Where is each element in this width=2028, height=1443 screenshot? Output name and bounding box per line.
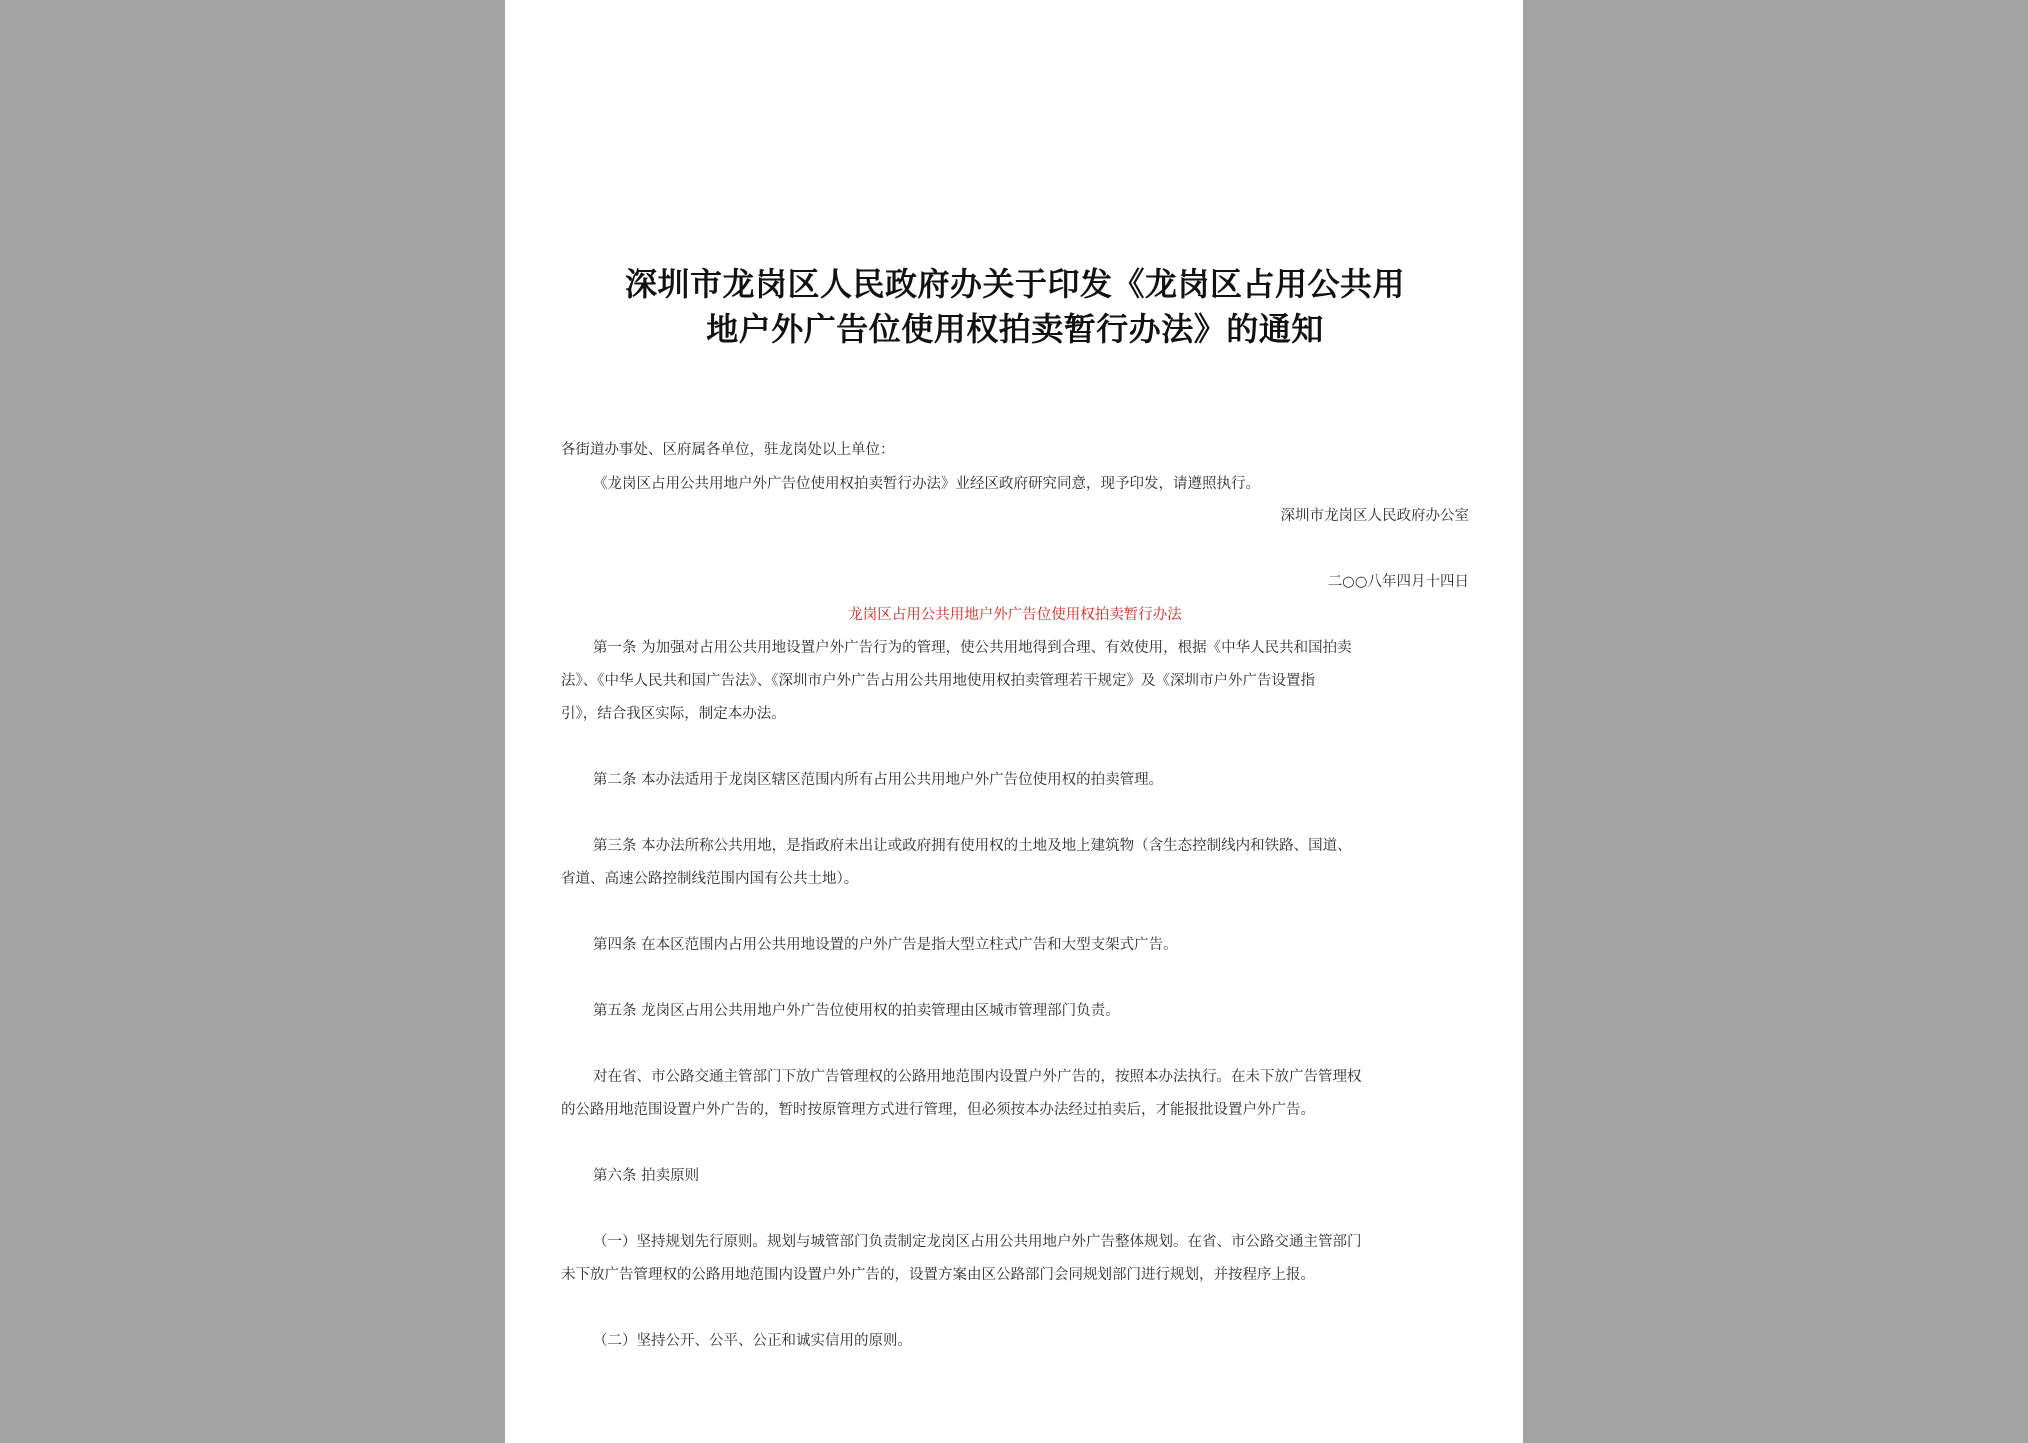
- article-1-line-3: 引》，结合我区实际，制定本办法。: [561, 706, 786, 722]
- article-4: 第四条 在本区范围内占用公共用地设置的户外广告是指大型立柱式广告和大型支架式广告。: [593, 937, 1178, 953]
- document-page: [505, 0, 1523, 1443]
- article-6-heading: 第六条 拍卖原则: [593, 1168, 700, 1184]
- article-1-line-2: 法》、《中华人民共和国广告法》、《深圳市户外广告占用公共用地使用权拍卖管理若干规定》及《深圳市户外广告设置指: [561, 673, 1315, 689]
- article-2: 第二条 本办法适用于龙岗区辖区范围内所有占用公共用地户外广告位使用权的拍卖管理。: [593, 772, 1164, 788]
- article-5-para-2-line-1: 对在省、市公路交通主管部门下放广告管理权的公路用地范围内设置户外广告的，按照本办法执行。在未下放广告管理权: [593, 1069, 1362, 1085]
- article-3-line-1: 第三条 本办法所称公共用地，是指政府未出让或政府拥有使用权的土地及地上建筑物（含生态控制线内和铁路、国道、: [593, 838, 1352, 854]
- title-line-1: 深圳市龙岗区人民政府办关于印发《龙岗区占用公共用: [624, 265, 1405, 303]
- article-6-item-1-line-1: （一）坚持规划先行原则。规划与城管部门负责制定龙岗区占用公共用地户外广告整体规划。在省、市公路交通主管部门: [593, 1234, 1362, 1250]
- intro-paragraph: 《龙岗区占用公共用地户外广告位使用权拍卖暂行办法》业经区政府研究同意，现予印发，请遵照执行。: [593, 476, 1260, 492]
- issue-date: 二○○八年四月十四日: [1327, 574, 1469, 590]
- article-5: 第五条 龙岗区占用公共用地户外广告位使用权的拍卖管理由区城市管理部门负责。: [593, 1003, 1120, 1019]
- article-1-line-1: 第一条 为加强对占用公共用地设置户外广告行为的管理，使公共用地得到合理、有效使用，根据《中华人民共和国拍卖: [593, 640, 1352, 656]
- salutation: 各街道办事处、区府属各单位，驻龙岗处以上单位：: [561, 442, 895, 458]
- article-3-line-2: 省道、高速公路控制线范围内国有公共土地）。: [561, 871, 859, 887]
- title-line-2: 地户外广告位使用权拍卖暂行办法》的通知: [706, 310, 1324, 348]
- article-5-para-2-line-2: 的公路用地范围设置户外广告的，暂时按原管理方式进行管理，但必须按本办法经过拍卖后，才能报批设置户外广告。: [561, 1102, 1315, 1118]
- issuer: 深圳市龙岗区人民政府办公室: [1280, 508, 1469, 524]
- regulation-subtitle: 龙岗区占用公共用地户外广告位使用权拍卖暂行办法: [848, 607, 1182, 623]
- document-title: [561, 262, 1469, 352]
- article-6-item-1-line-2: 未下放广告管理权的公路用地范围内设置户外广告的，设置方案由区公路部门会同规划部门进行规划，并按程序上报。: [561, 1267, 1315, 1283]
- article-6-item-2: （二）坚持公开、公平、公正和诚实信用的原则。: [593, 1333, 912, 1349]
